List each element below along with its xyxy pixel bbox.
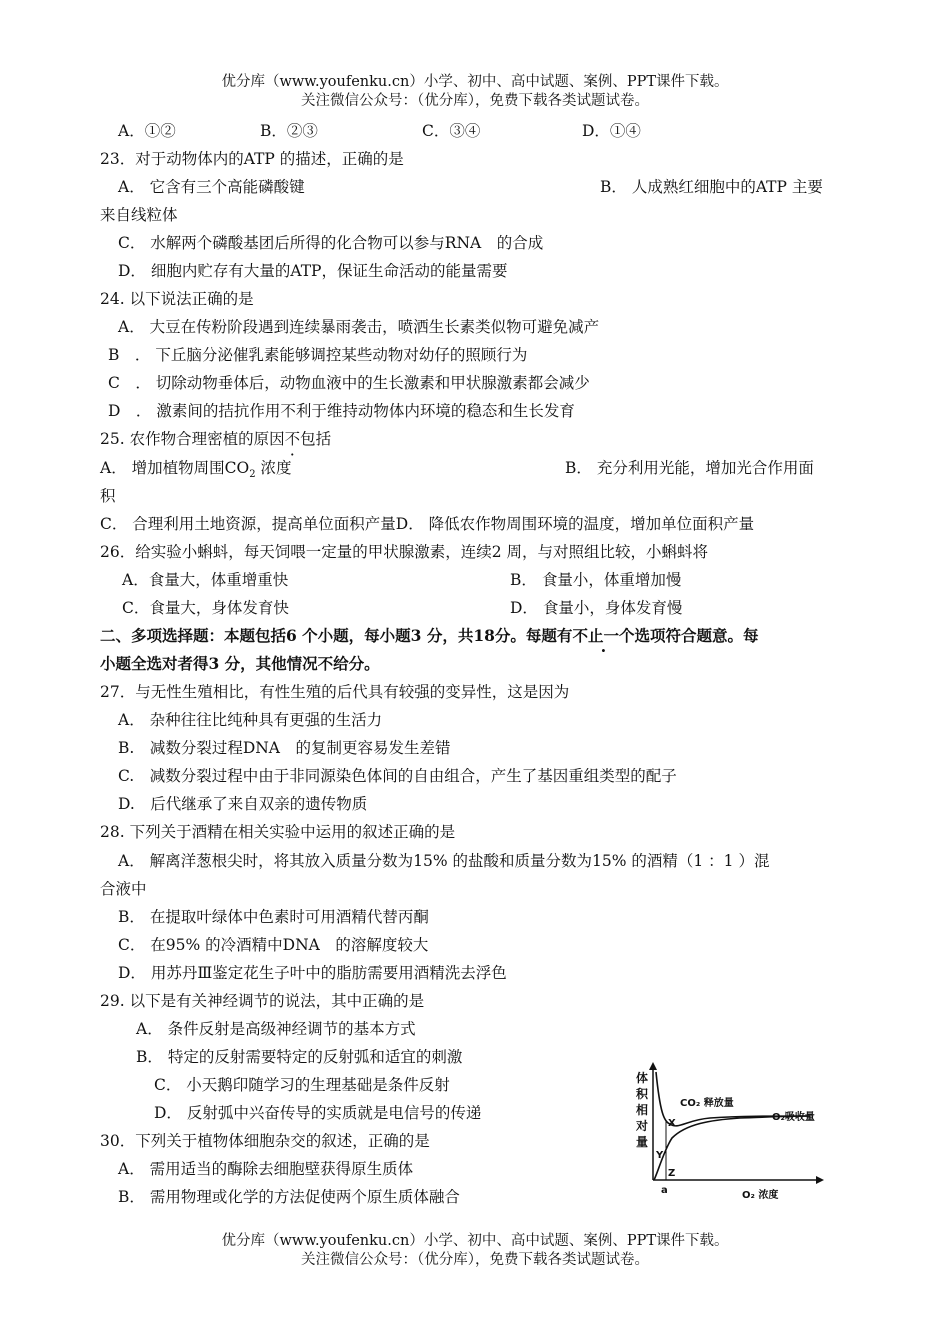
q24-option-d: D ． 激素间的拮抗作用不利于维持动物体内环境的稳态和生长发育: [108, 402, 575, 420]
q25-stem-pre: 25. 农作物合理密植的原因: [100, 430, 285, 448]
point-z-label: Z: [668, 1168, 676, 1179]
q25-option-a-post: 浓度: [255, 459, 292, 477]
q23-option-b-cont: 来自线粒体: [100, 206, 178, 224]
point-x-label: X: [668, 1118, 676, 1129]
q27-option-d: D. 后代继承了来自双亲的遗传物质: [118, 795, 368, 813]
q26-option-a: A．食量大，体重增重快: [122, 571, 289, 589]
q26-option-b: B． 食量小，体重增加慢: [510, 571, 682, 589]
point-y-label: Y: [656, 1150, 664, 1161]
q28-option-d: D． 用苏丹Ⅲ鉴定花生子叶中的脂肪需要用酒精洗去浮色: [118, 964, 507, 982]
page-footer: [0, 1232, 950, 1270]
y-label-char-4: 对: [636, 1119, 649, 1133]
prev-option-c: C．③④: [422, 122, 481, 140]
q27-option-c: C. 减数分裂过程中由于非同源染色体间的自由组合，产生了基因重组类型的配子: [118, 767, 677, 785]
footer-line-2: 关注微信公众号：（优分库），免费下载各类试题试卷。: [301, 1252, 649, 1268]
q25-stem-post: 包括: [300, 430, 332, 448]
co2-label: CO₂ 释放量: [680, 1098, 734, 1109]
section2-em-text: 不止一个: [572, 626, 635, 645]
q23-option-b: B． 人成熟红细胞中的ATP 主要: [600, 178, 823, 196]
y-label-char-3: 相: [636, 1103, 649, 1117]
q30-option-b: B． 需用物理或化学的方法促使两个原生质体融合: [118, 1188, 460, 1206]
q28-option-a: A． 解离洋葱根尖时，将其放入质量分数为15% 的盐酸和质量分数为15% 的酒精（1 ：1 ）混: [118, 852, 770, 870]
q29-option-a: A． 条件反射是高级神经调节的基本方式: [136, 1020, 416, 1038]
header-line-1: 优分库（www.youfenku.cn）小学、初中、高中试题、案例、PPT课件下载。: [221, 74, 729, 90]
q25-option-a: [100, 456, 292, 487]
section2-post: 选项符合题意。每: [634, 626, 759, 645]
prev-option-b: B．②③: [260, 122, 318, 140]
prev-option-a: A．①②: [118, 122, 176, 140]
o2-label: O₂吸收量: [772, 1112, 815, 1123]
q29-option-b: B． 特定的反射需要特定的反射弧和适宜的刺激: [136, 1048, 463, 1066]
section2-heading-line2: 小题全选对者得3 分，其他情况不给分。: [100, 654, 380, 673]
q23-option-c: C． 水解两个磷酸基团后所得的化合物可以参与RNA 的合成: [118, 234, 544, 252]
header-line-2: 关注微信公众号：（优分库），免费下载各类试题试卷。: [301, 93, 649, 109]
q25-stem-emphasis: 不: [284, 430, 301, 448]
q28-option-a-cont: 合液中: [100, 880, 147, 898]
y-label-char-2: 积: [636, 1087, 649, 1101]
footer-line-1: 优分库（www.youfenku.cn）小学、初中、高中试题、案例、PPT课件下载。: [221, 1233, 729, 1249]
q23-option-a: A． 它含有三个高能磷酸键: [118, 178, 305, 196]
q25-option-a-pre: A． 增加植物周围CO: [100, 459, 250, 477]
q25-option-a-sub: 2: [249, 469, 256, 481]
q24-option-b: B ． 下丘脑分泌催乳素能够调控某些动物对幼仔的照顾行为: [108, 346, 528, 364]
q23-stem: 23．对于动物体内的ATP 的描述，正确的是: [100, 150, 404, 168]
y-label-char-5: 量: [636, 1135, 649, 1149]
q29-option-c: C． 小天鹅印随学习的生理基础是条件反射: [154, 1076, 450, 1094]
x-axis-arrow: [816, 1176, 824, 1184]
q28-option-c: C． 在95% 的冷酒精中DNA 的溶解度较大: [118, 936, 429, 954]
q24-option-a: A． 大豆在传粉阶段遇到连续暴雨袭击，喷洒生长素类似物可避免减产: [118, 318, 600, 336]
q26-option-d: D． 食量小，身体发育慢: [510, 599, 683, 617]
respiration-figure: [620, 1062, 830, 1212]
q27-option-a: A． 杂种往往比纯种具有更强的生活力: [118, 711, 383, 729]
q25-option-b: B． 充分利用光能，增加光合作用面: [565, 459, 814, 477]
y-axis-arrow: [649, 1062, 657, 1070]
y-label-char-1: 体: [636, 1071, 649, 1085]
section2-emphasis: [572, 626, 634, 645]
q28-stem: 28. 下列关于酒精在相关实验中运用的叙述正确的是: [100, 823, 456, 841]
section2-heading-line1: [100, 624, 758, 648]
q25-option-b-cont: 积: [100, 487, 116, 505]
x-axis-label: O₂ 浓度: [742, 1190, 779, 1201]
q29-stem: 29. 以下是有关神经调节的说法，其中正确的是: [100, 992, 425, 1010]
q26-option-c: C．食量大，身体发育快: [122, 599, 289, 617]
section2-pre: 二、多项选择题：本题包括6 个小题，每小题3 分，共18分。每题有: [100, 626, 573, 645]
q25-option-cd: C． 合理利用土地资源，提高单位面积产量D． 降低农作物周围环境的温度，增加单位面积产量: [100, 515, 755, 533]
tick-a-label: a: [661, 1185, 668, 1196]
q27-option-b: B. 减数分裂过程DNA 的复制更容易发生差错: [118, 739, 451, 757]
q28-option-b: B． 在提取叶绿体中色素时可用酒精代替丙酮: [118, 908, 429, 926]
q30-option-a: A． 需用适当的酶除去细胞壁获得原生质体: [118, 1160, 414, 1178]
q23-option-d: D． 细胞内贮存有大量的ATP，保证生命活动的能量需要: [118, 262, 508, 280]
q26-stem: 26．给实验小蝌蚪，每天饲喂一定量的甲状腺激素，连续2 周，与对照组比较，小蝌蚪将: [100, 543, 709, 561]
prev-option-d: D．①④: [582, 122, 641, 140]
page-header: [0, 73, 950, 111]
q25-stem: [100, 427, 331, 451]
q29-option-d: D． 反射弧中兴奋传导的实质就是电信号的传递: [154, 1104, 482, 1122]
q24-stem: 24. 以下说法正确的是: [100, 290, 254, 308]
q27-stem: 27．与无性生殖相比，有性生殖的后代具有较强的变异性，这是因为: [100, 683, 570, 701]
q30-stem: 30．下列关于植物体细胞杂交的叙述，正确的是: [100, 1132, 430, 1150]
q24-option-c: C ． 切除动物垂体后，动物血液中的生长激素和甲状腺激素都会减少: [108, 374, 590, 392]
